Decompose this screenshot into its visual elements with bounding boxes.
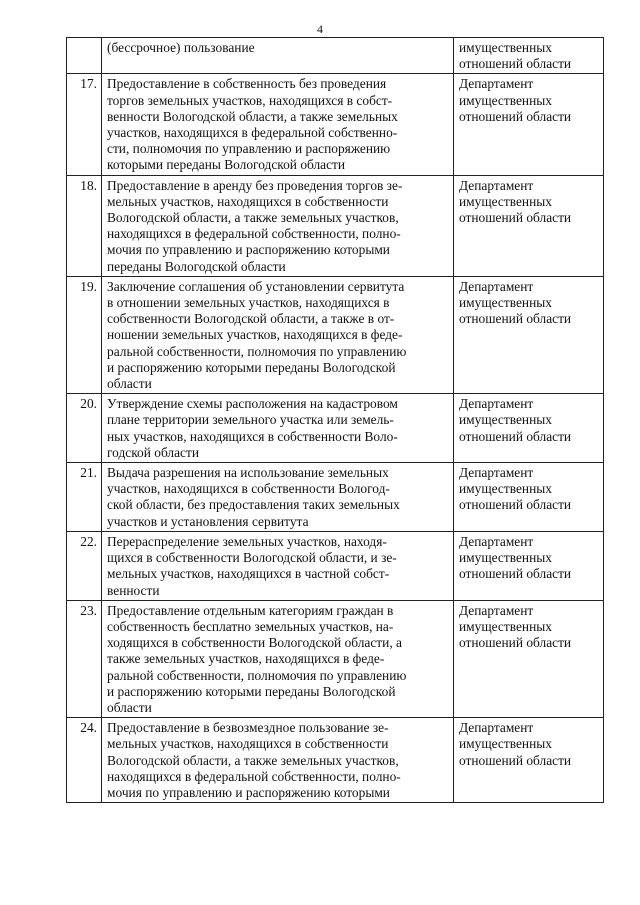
table-row bbox=[67, 463, 604, 532]
description-line: находящихся в федеральной собственности, полно- bbox=[107, 768, 401, 784]
table-row bbox=[67, 531, 604, 600]
description-line: плане территории земельного участка или земель- bbox=[107, 412, 394, 428]
description-line: Предоставление в собственность без проведения bbox=[107, 76, 387, 92]
department-line: Департамент bbox=[459, 76, 534, 92]
description-line: которыми переданы Вологодской области bbox=[107, 157, 346, 173]
service-description bbox=[102, 175, 454, 276]
department-line: Департамент bbox=[459, 602, 534, 618]
row-number: 17. bbox=[67, 74, 102, 175]
department-line: имущественных bbox=[459, 736, 552, 752]
table-row bbox=[67, 394, 604, 463]
row-number: 20. bbox=[67, 394, 102, 463]
service-description bbox=[102, 463, 454, 532]
description-line: Предоставление в безвозмездное пользование зе- bbox=[107, 720, 389, 736]
responsible-department bbox=[454, 394, 604, 463]
department-line: отношений области bbox=[459, 108, 572, 124]
responsible-department bbox=[454, 276, 604, 393]
responsible-department bbox=[454, 74, 604, 175]
row-number: 22. bbox=[67, 531, 102, 600]
table-row bbox=[67, 175, 604, 276]
department-line: Департамент bbox=[459, 465, 534, 481]
description-line: участков, находящихся в собственности Вологод- bbox=[107, 481, 390, 497]
department-line: Департамент bbox=[459, 533, 534, 549]
row-number: 18. bbox=[67, 175, 102, 276]
responsible-department bbox=[454, 718, 604, 803]
description-line: ской области, без предоставления таких земельных bbox=[107, 497, 400, 513]
description-line: ных участков, находящихся в собственности Воло- bbox=[107, 428, 398, 444]
description-line: также земельных участков, находящихся в феде- bbox=[107, 651, 385, 667]
service-description bbox=[102, 718, 454, 803]
description-line: (бессрочное) пользование bbox=[107, 40, 255, 55]
service-description bbox=[102, 276, 454, 393]
services-table-body bbox=[67, 38, 604, 803]
table-row bbox=[67, 38, 604, 74]
department-line: Департамент bbox=[459, 396, 534, 412]
description-line: ральной собственности, полномочия по управлению bbox=[107, 667, 407, 683]
description-line: находящихся в федеральной собственности, полно- bbox=[107, 226, 401, 242]
department-line: имущественных bbox=[459, 481, 552, 497]
description-line: участков и установления сервитута bbox=[107, 513, 309, 529]
description-line: ходящихся в собственности Вологодской области, а bbox=[107, 635, 402, 651]
description-line: Утверждение схемы расположения на кадастровом bbox=[107, 396, 398, 412]
department-line: имущественных bbox=[459, 295, 552, 311]
department-line: Департамент bbox=[459, 177, 534, 193]
department-line: имущественных bbox=[459, 193, 552, 209]
description-line: Предоставление в аренду без проведения торгов зе- bbox=[107, 177, 403, 193]
page-number: 4 bbox=[317, 22, 323, 36]
department-line: Департамент bbox=[459, 720, 534, 736]
row-number: 19. bbox=[67, 276, 102, 393]
description-line: торгов земельных участков, находящихся в собст- bbox=[107, 92, 393, 108]
department-line: отношений области bbox=[459, 311, 572, 327]
table-row bbox=[67, 74, 604, 175]
department-line: имущественных bbox=[459, 40, 552, 55]
department-line: отношений области bbox=[459, 566, 572, 582]
description-line: мельных участков, находящихся в собственности bbox=[107, 193, 389, 209]
description-line: переданы Вологодской области bbox=[107, 258, 286, 274]
description-line: и распоряжению которыми переданы Вологодской bbox=[107, 359, 396, 375]
description-line: венности bbox=[107, 582, 160, 598]
table-row bbox=[67, 718, 604, 803]
service-description bbox=[102, 38, 454, 74]
department-line: отношений области bbox=[459, 428, 572, 444]
description-line: годской области bbox=[107, 444, 200, 460]
description-line: и распоряжению которыми переданы Вологодской bbox=[107, 683, 396, 699]
department-line: отношений области bbox=[459, 635, 572, 651]
department-line: имущественных bbox=[459, 92, 552, 108]
description-line: венности Вологодской области, а также земельных bbox=[107, 108, 398, 124]
description-line: мельных участков, находящихся в собственности bbox=[107, 736, 389, 752]
row-number bbox=[67, 38, 102, 74]
responsible-department bbox=[454, 175, 604, 276]
description-line: в отношении земельных участков, находящихся в bbox=[107, 295, 390, 311]
service-description bbox=[102, 600, 454, 717]
table-row bbox=[67, 600, 604, 717]
row-number: 23. bbox=[67, 600, 102, 717]
table-row bbox=[67, 276, 604, 393]
department-line: имущественных bbox=[459, 412, 552, 428]
description-line: сти, полномочия по управлению и распоряжению bbox=[107, 141, 391, 157]
description-line: Перераспределение земельных участков, находя- bbox=[107, 533, 387, 549]
department-line: отношений области bbox=[459, 210, 572, 226]
description-line: области bbox=[107, 699, 152, 715]
row-number: 21. bbox=[67, 463, 102, 532]
description-line: Выдача разрешения на использование земельных bbox=[107, 465, 389, 481]
description-line: собственность бесплатно земельных участков, на- bbox=[107, 618, 394, 634]
description-line: Вологодской области, а также земельных участков, bbox=[107, 752, 399, 768]
responsible-department bbox=[454, 38, 604, 74]
description-line: мочия по управлению и распоряжению которыми bbox=[107, 242, 390, 258]
department-line: Департамент bbox=[459, 278, 534, 294]
description-line: мельных участков, находящихся в частной собст- bbox=[107, 566, 390, 582]
department-line: отношений области bbox=[459, 497, 572, 513]
row-number: 24. bbox=[67, 718, 102, 803]
responsible-department bbox=[454, 600, 604, 717]
description-line: Вологодской области, а также земельных участков, bbox=[107, 210, 399, 226]
description-line: ношении земельных участков, находящихся в феде- bbox=[107, 327, 403, 343]
service-description bbox=[102, 74, 454, 175]
responsible-department bbox=[454, 463, 604, 532]
department-line: имущественных bbox=[459, 618, 552, 634]
department-line: отношений области bbox=[459, 56, 572, 72]
responsible-department bbox=[454, 531, 604, 600]
service-description bbox=[102, 394, 454, 463]
description-line: мочия по управлению и распоряжению которыми bbox=[107, 784, 390, 800]
services-table bbox=[66, 37, 604, 803]
department-line: имущественных bbox=[459, 550, 552, 566]
description-line: ральной собственности, полномочия по управлению bbox=[107, 343, 407, 359]
description-line: собственности Вологодской области, а также в от- bbox=[107, 311, 395, 327]
description-line: области bbox=[107, 376, 152, 392]
department-line: отношений области bbox=[459, 752, 572, 768]
service-description bbox=[102, 531, 454, 600]
description-line: участков, находящихся в федеральной собственно- bbox=[107, 125, 398, 141]
description-line: щихся в собственности Вологодской области, и зе- bbox=[107, 550, 397, 566]
description-line: Заключение соглашения об установлении сервитута bbox=[107, 278, 405, 294]
description-line: Предоставление отдельным категориям граждан в bbox=[107, 602, 394, 618]
